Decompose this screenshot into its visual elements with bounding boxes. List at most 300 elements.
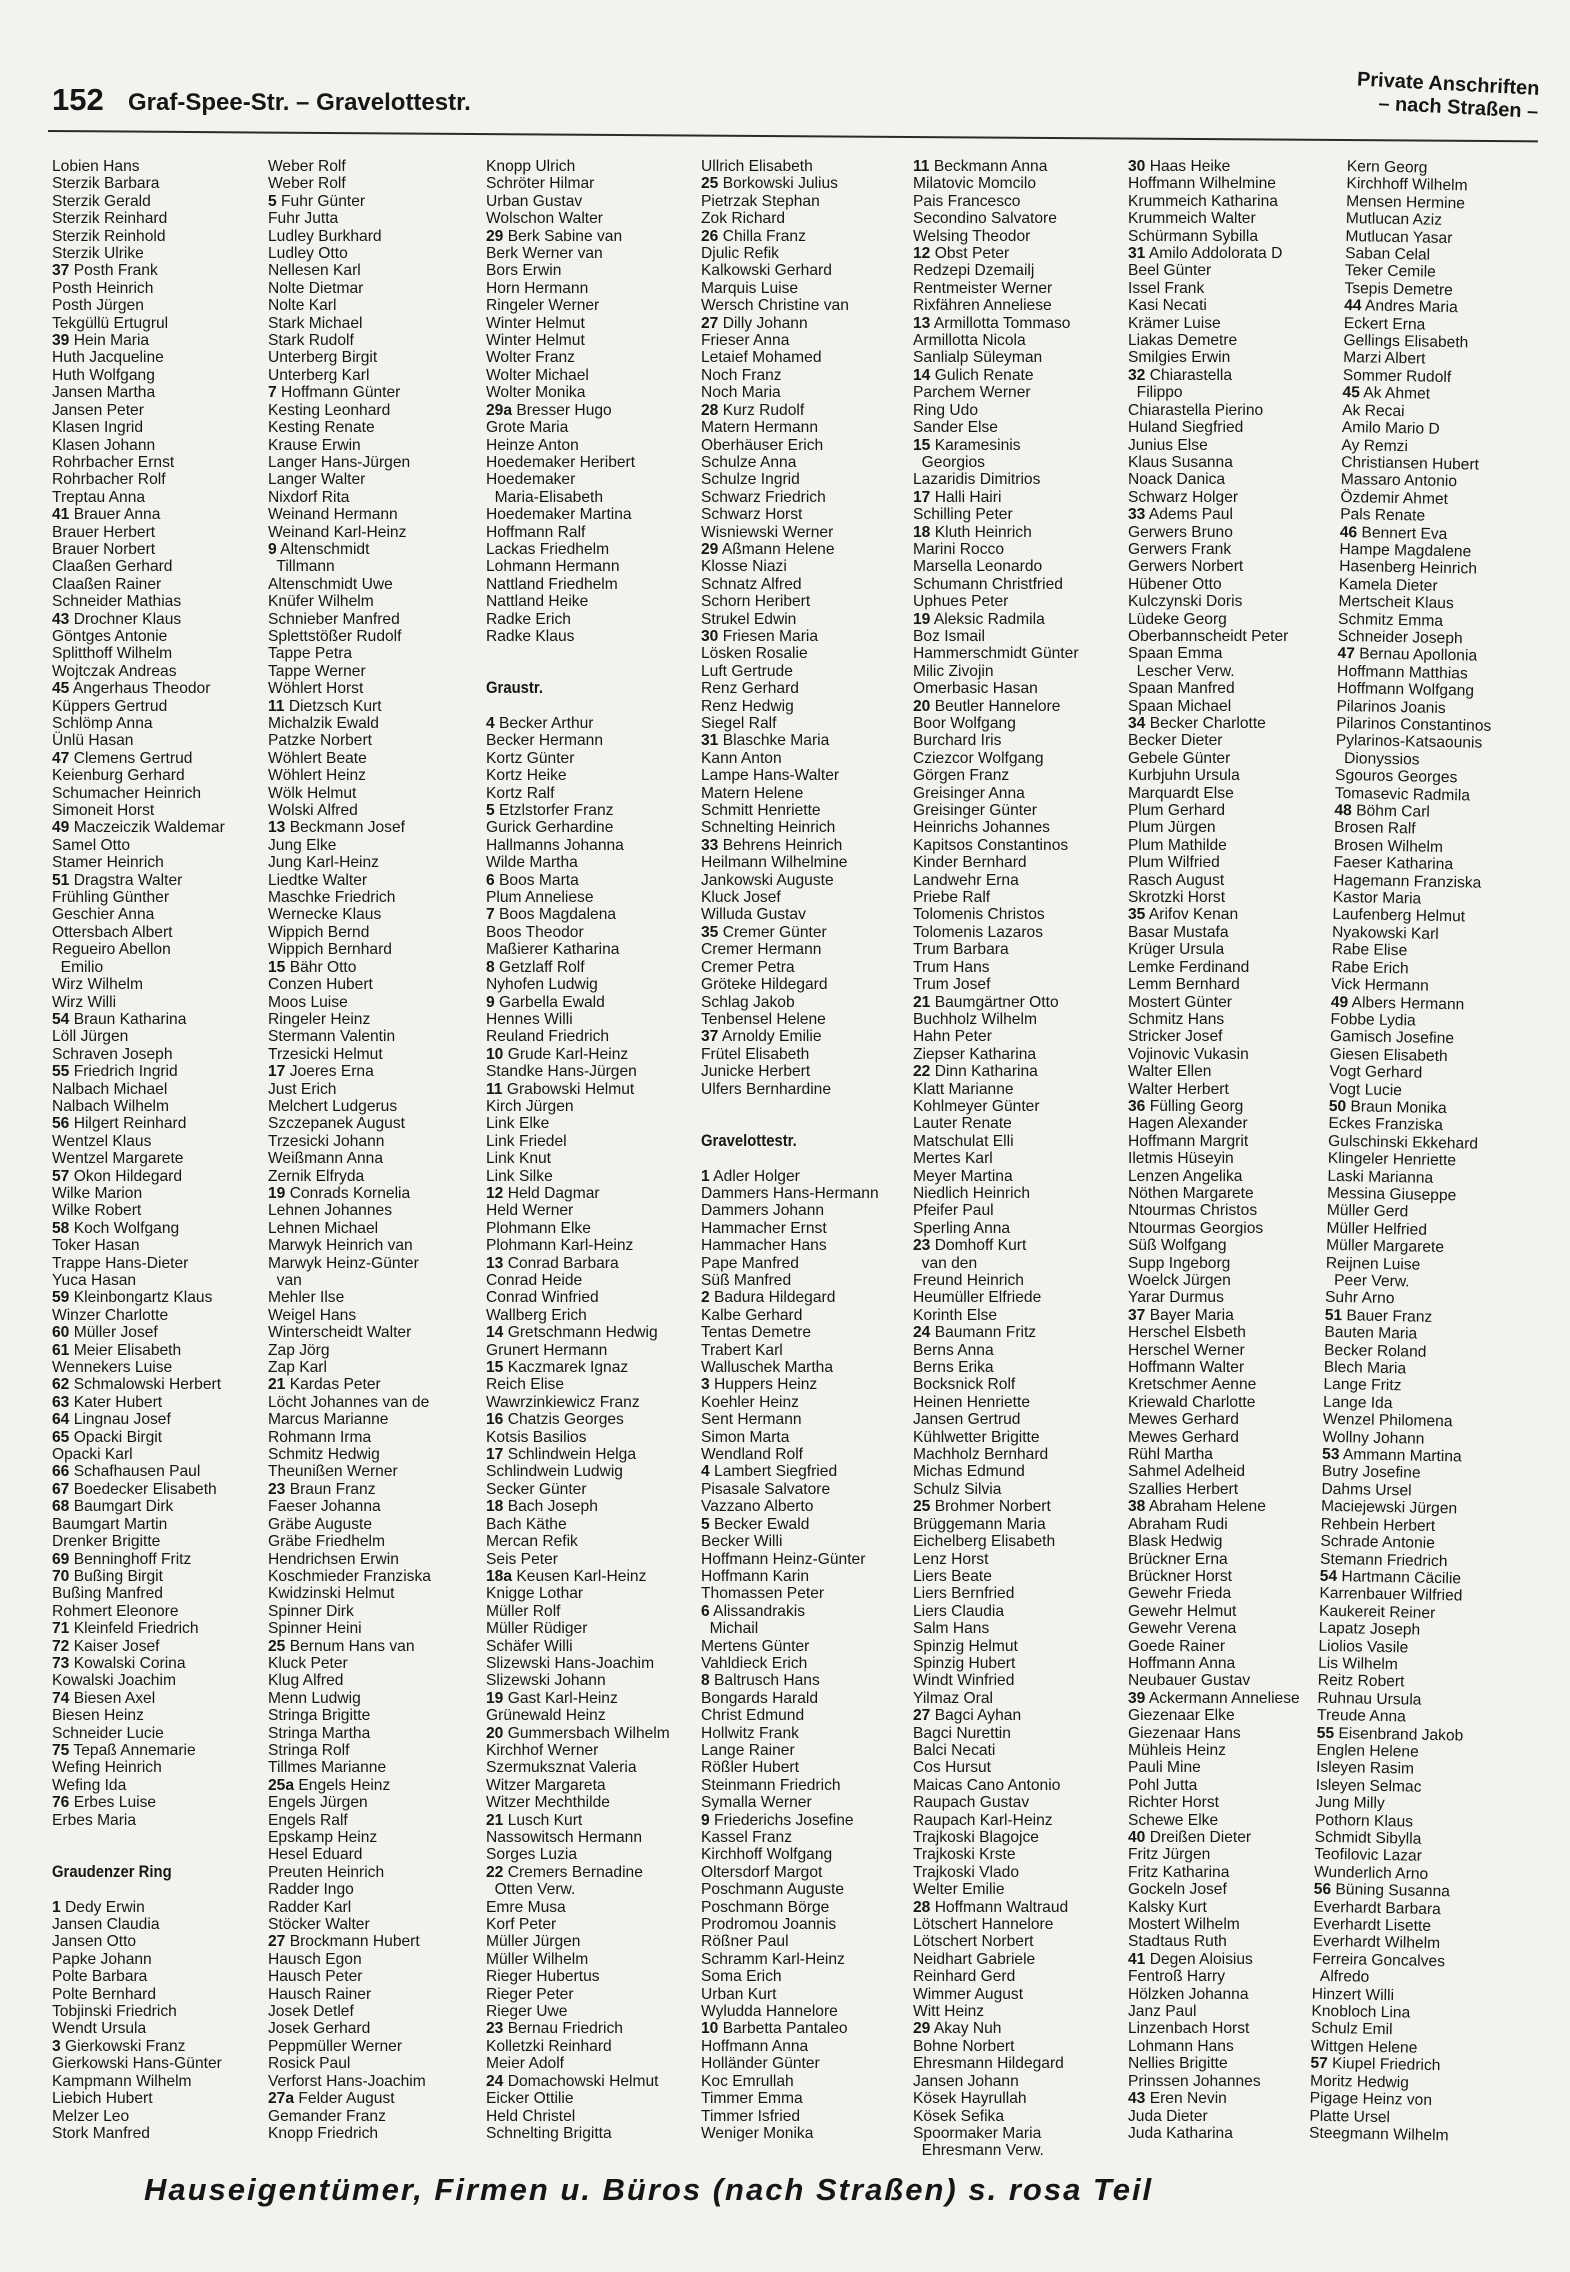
resident-name: Benninghoff Fritz (73, 1550, 192, 1568)
resident-entry (913, 1255, 1123, 1272)
resident-name: Hammacher Hans (701, 1237, 827, 1255)
house-number: 48 (1334, 801, 1352, 820)
resident-name: Michalzik Ewald (268, 715, 379, 732)
resident-name: Huth Jacqueline (52, 349, 164, 367)
resident-entry (268, 1812, 478, 1829)
resident-entry (1128, 1324, 1338, 1341)
resident-entry (52, 2020, 262, 2037)
resident-name: Schrade Antonie (1320, 1532, 1436, 1553)
house-number: 29 (701, 540, 719, 558)
resident-name: Bohne Norbert (913, 2037, 1015, 2055)
resident-entry (913, 245, 1123, 262)
resident-entry (701, 262, 911, 279)
resident-entry (701, 1881, 911, 1898)
resident-name: Kohlmeyer Günter (913, 1097, 1040, 1115)
resident-entry (913, 1324, 1123, 1341)
resident-name: Dragstra Walter (73, 871, 183, 889)
resident-entry (1128, 1672, 1338, 1689)
resident-entry (1128, 1255, 1338, 1272)
resident-entry (1128, 959, 1338, 976)
resident-entry (1128, 1028, 1338, 1045)
house-number: 8 (701, 1672, 710, 1690)
resident-name: Noch Franz (701, 366, 782, 384)
resident-entry (486, 1098, 696, 1115)
resident-entry (913, 524, 1123, 541)
resident-name: Lohmann Hans (1128, 2037, 1234, 2055)
resident-name: Boor Wolfgang (913, 715, 1016, 732)
resident-name: Kalbe Gerhard (701, 1306, 803, 1324)
resident-name: Marini Rocco (913, 540, 1004, 558)
resident-name: Jansen Peter (52, 401, 144, 419)
resident-name: Yilmaz Oral (913, 1689, 994, 1707)
house-number: 49 (52, 819, 70, 837)
resident-name: Pais Francesco (913, 192, 1021, 210)
resident-name: Wunderlich Arno (1313, 1863, 1429, 1883)
resident-entry (486, 994, 696, 1011)
resident-entry (701, 802, 911, 819)
resident-entry (701, 402, 911, 419)
resident-name: Hölzken Johanna (1128, 1985, 1249, 2003)
resident-name: Badura Hildegard (714, 1289, 836, 1307)
resident-entry (486, 889, 696, 906)
resident-name: Bauten Maria (1324, 1324, 1418, 1343)
resident-name: Oberbannscheidt Peter (1128, 627, 1289, 645)
resident-entry (268, 837, 478, 854)
resident-entry (486, 1081, 696, 1098)
resident-name: Saban Celal (1345, 245, 1431, 264)
resident-name: Fentroß Harry (1128, 1968, 1226, 1986)
resident-entry (1128, 576, 1338, 593)
resident-entry (1128, 280, 1338, 297)
resident-entry (913, 924, 1123, 941)
house-number: 17 (913, 488, 931, 506)
resident-entry (52, 767, 262, 784)
resident-name: Schneider Lucie (52, 1724, 164, 1742)
resident-entry (1128, 1133, 1338, 1150)
resident-name: Felder August (298, 2090, 395, 2108)
resident-entry (701, 280, 911, 297)
resident-name: Domhoff Kurt (934, 1237, 1027, 1255)
resident-name: Schlindwein Ludwig (486, 1463, 623, 1481)
resident-name: Beutler Hannelore (934, 697, 1061, 715)
resident-entry (701, 1551, 911, 1568)
resident-entry (701, 471, 911, 488)
resident-entry (486, 158, 696, 175)
resident-name: Mutlucan Yasar (1345, 227, 1453, 247)
resident-name: Heumüller Elfriede (913, 1289, 1042, 1307)
resident-name: Horn Hermann (486, 279, 589, 297)
resident-entry (486, 2125, 696, 2142)
resident-entry (913, 541, 1123, 558)
house-number: 19 (913, 610, 931, 628)
resident-name: Wallberg Erich (486, 1306, 587, 1324)
resident-entry (52, 437, 262, 454)
resident-name: Freund Heinrich (913, 1272, 1024, 1289)
resident-name: Hoffmann Günter (281, 384, 401, 402)
resident-name: Liers Bernfried (913, 1585, 1015, 1603)
resident-name: Nellesen Karl (268, 262, 361, 280)
resident-name: Brosen Wilhelm (1333, 836, 1444, 856)
resident-entry (268, 1168, 478, 1185)
resident-name: Sander Else (913, 419, 998, 437)
resident-name: Stamer Heinrich (52, 854, 164, 872)
resident-name: Sterzik Reinhard (52, 210, 168, 228)
resident-name: Nyhofen Ludwig (486, 976, 598, 994)
resident-name: Ammann Martina (1342, 1446, 1462, 1466)
resident-entry (268, 2090, 478, 2107)
resident-name: Raupach Karl-Heinz (913, 1811, 1053, 1829)
resident-name: Gurick Gerhardine (486, 819, 614, 837)
header-rule (48, 130, 1538, 142)
resident-entry (486, 1446, 696, 1463)
resident-name: Josek Detlef (268, 2003, 354, 2021)
resident-name: Andres Maria (1364, 297, 1458, 317)
resident-name: Kretschmer Aenne (1128, 1376, 1257, 1394)
house-number: 39 (1128, 1689, 1146, 1707)
resident-entry (268, 245, 478, 262)
resident-name: Noack Danica (1128, 471, 1226, 489)
resident-name: Haas Heike (1149, 158, 1231, 175)
resident-name: Filippo (1128, 384, 1183, 402)
resident-name: Gierkowski Franz (65, 2037, 186, 2055)
resident-name: Schwarz Friedrich (701, 488, 826, 506)
resident-name: Michail (701, 1620, 759, 1638)
house-number: 57 (1310, 2054, 1328, 2073)
resident-entry (486, 1777, 696, 1794)
resident-name: Hoffmann Karin (701, 1567, 810, 1585)
house-number: 14 (486, 1324, 504, 1342)
resident-entry (913, 906, 1123, 923)
resident-name: Richter Horst (1128, 1794, 1219, 1812)
resident-name: Kaukereit Reiner (1318, 1602, 1436, 1622)
resident-name: Kaczmarek Ignaz (507, 1359, 629, 1377)
resident-entry (701, 1690, 911, 1707)
resident-name: Salm Hans (913, 1620, 990, 1638)
house-number: 24 (913, 1324, 931, 1342)
resident-entry (913, 802, 1123, 819)
resident-entry (268, 1220, 478, 1237)
resident-name: Held Dagmar (507, 1184, 600, 1202)
resident-name: Zap Jörg (268, 1341, 330, 1359)
resident-name: Erbes Luise (73, 1794, 157, 1812)
resident-name: Degen Aloisius (1149, 1950, 1253, 1968)
resident-entry (268, 1551, 478, 1568)
house-number: 27 (913, 1707, 931, 1725)
resident-entry (913, 2108, 1123, 2125)
resident-name: Braun Katharina (73, 1010, 187, 1028)
resident-name: Gellings Elisabeth (1343, 332, 1469, 352)
resident-name: Beckmann Anna (933, 158, 1048, 175)
resident-name: Krämer Luise (1128, 314, 1221, 332)
resident-name: Kirchhoff Wolfgang (701, 1846, 833, 1864)
resident-name: Hoffmann Waltraud (934, 1898, 1069, 1916)
resident-name: Büning Susanna (1335, 1881, 1451, 1901)
resident-name: Sommer Rudolf (1342, 366, 1452, 386)
resident-entry (701, 1498, 911, 1515)
resident-entry (52, 611, 262, 628)
resident-name: Hasenberg Heinrich (1338, 558, 1478, 578)
resident-entry (52, 732, 262, 749)
resident-entry (52, 1359, 262, 1376)
resident-name: Poschmann Auguste (701, 1881, 845, 1899)
resident-name: Gewehr Verena (1128, 1620, 1237, 1638)
house-number: 10 (486, 1045, 504, 1063)
resident-name: Kotsis Basilios (486, 1428, 587, 1446)
resident-name: Wersch Christine van (701, 297, 849, 315)
resident-entry (486, 1063, 696, 1080)
resident-entry (268, 1098, 478, 1115)
house-number: 67 (52, 1480, 70, 1498)
house-number: 5 (701, 1515, 710, 1533)
resident-name: Lötschert Norbert (913, 1933, 1034, 1951)
resident-entry (486, 1655, 696, 1672)
resident-entry (1128, 2020, 1338, 2037)
resident-entry (1128, 680, 1338, 697)
resident-name: Radder Ingo (268, 1881, 354, 1899)
resident-entry (1128, 1846, 1338, 1863)
resident-name: Brauer Norbert (52, 540, 156, 558)
resident-name: Tillmes Marianne (268, 1759, 387, 1777)
resident-entry (913, 680, 1123, 697)
resident-entry (52, 819, 262, 836)
resident-entry (913, 2142, 1123, 2159)
resident-entry (1128, 1725, 1338, 1742)
resident-entry (52, 1063, 262, 1080)
resident-name: Müller Rüdiger (486, 1620, 588, 1638)
resident-entry (1128, 2038, 1338, 2055)
resident-entry (52, 454, 262, 471)
resident-entry (486, 732, 696, 749)
resident-entry (486, 1237, 696, 1254)
resident-entry (268, 524, 478, 541)
resident-name: Hausch Egon (268, 1950, 362, 1968)
resident-name: Melchert Ludgerus (268, 1097, 398, 1115)
resident-name: Knobloch Lina (1311, 2002, 1411, 2022)
resident-name: Witzer Mechthilde (486, 1794, 610, 1812)
resident-name: Aleksic Radmila (933, 610, 1045, 628)
resident-name: Liers Beate (913, 1567, 992, 1585)
resident-entry (52, 2125, 262, 2142)
resident-entry (268, 280, 478, 297)
resident-entry (268, 1846, 478, 1863)
house-number: 11 (486, 1080, 503, 1098)
resident-name: Trajkoski Krste (913, 1846, 1016, 1864)
house-number: 20 (913, 697, 931, 715)
resident-entry (486, 1829, 696, 1846)
resident-entry (913, 2125, 1123, 2142)
resident-name: Maicas Cano Antonio (913, 1776, 1061, 1794)
resident-name: Hammerschmidt Günter (913, 645, 1079, 663)
resident-name: Hagen Alexander (1128, 1115, 1248, 1133)
resident-entry (52, 1707, 262, 1724)
section-heading (1308, 66, 1540, 124)
resident-entry (486, 1481, 696, 1498)
page-number: 152 (52, 82, 104, 117)
resident-name: Meier Adolf (486, 2055, 565, 2073)
resident-entry (486, 1046, 696, 1063)
resident-entry (1128, 1272, 1338, 1289)
resident-entry (268, 158, 478, 175)
resident-entry (268, 1046, 478, 1063)
resident-name: Hübener Otto (1128, 575, 1222, 593)
resident-name: Bähr Otto (289, 958, 357, 976)
resident-entry (1128, 1899, 1338, 1916)
resident-name: Marwyk Heinz-Günter (268, 1254, 419, 1272)
resident-name: Christiansen Hubert (1340, 453, 1480, 474)
resident-entry (1128, 297, 1338, 314)
resident-name: Etzlstorfer Franz (499, 802, 614, 820)
resident-name: Stringa Brigitte (268, 1707, 371, 1725)
resident-name: Lohmann Hermann (486, 558, 620, 576)
resident-name: Kortz Günter (486, 749, 575, 767)
resident-name: Spaan Manfred (1128, 680, 1235, 698)
resident-entry (701, 437, 911, 454)
resident-name: Ludley Otto (268, 245, 348, 263)
resident-name: Ring Udo (913, 401, 979, 419)
resident-name: Pape Manfred (701, 1254, 799, 1272)
resident-entry (1128, 1481, 1338, 1498)
resident-name: Spinzig Helmut (913, 1637, 1018, 1655)
resident-name: Goede Rainer (1128, 1637, 1226, 1655)
resident-entry (268, 1342, 478, 1359)
resident-name: Schumann Christfried (913, 575, 1063, 593)
resident-entry (268, 1864, 478, 1881)
resident-name: Joeres Erna (289, 1063, 374, 1081)
resident-entry (486, 1846, 696, 1863)
resident-name: Eicker Ottilie (486, 2090, 574, 2108)
resident-name: Stermann Valentin (268, 1028, 396, 1046)
resident-entry (52, 1986, 262, 2003)
resident-name: Lis Wilhelm (1317, 1654, 1398, 1674)
resident-entry (268, 210, 478, 227)
resident-name: Lusch Kurt (507, 1811, 583, 1829)
resident-entry (486, 402, 696, 419)
resident-entry (268, 454, 478, 471)
resident-entry (486, 489, 696, 506)
house-number: 9 (701, 1811, 710, 1829)
house-number: 5 (486, 802, 495, 820)
resident-entry (1128, 1812, 1338, 1829)
resident-name: Sterzik Barbara (52, 175, 160, 193)
resident-name: Stark Michael (268, 314, 363, 332)
house-number: 7 (268, 384, 277, 402)
resident-name: Liolios Vasile (1318, 1637, 1409, 1656)
resident-name: Gerwers Frank (1128, 540, 1232, 558)
resident-entry (52, 1585, 262, 1602)
resident-name: Sterzik Reinhold (52, 227, 166, 245)
resident-name: Becker Dieter (1128, 732, 1223, 750)
resident-entry (701, 889, 911, 906)
house-number: 23 (486, 2020, 504, 2038)
house-number: 17 (486, 1446, 504, 1464)
house-number: 30 (701, 627, 719, 645)
resident-entry (913, 1568, 1123, 1585)
resident-entry (913, 628, 1123, 645)
resident-entry (701, 193, 911, 210)
resident-name: Schilling Peter (913, 506, 1013, 524)
resident-name: Toker Hasan (52, 1237, 140, 1255)
resident-entry (268, 854, 478, 871)
resident-entry (1128, 2055, 1338, 2072)
resident-name: Rosick Paul (268, 2055, 351, 2073)
resident-name: Dionyssios (1335, 749, 1420, 769)
resident-entry (486, 1707, 696, 1724)
resident-name: Laski Marianna (1327, 1167, 1434, 1187)
resident-name: Lehnen Johannes (268, 1202, 392, 1220)
resident-entry (913, 1289, 1123, 1306)
resident-name: Renz Gerhard (701, 680, 799, 698)
resident-entry (268, 175, 478, 192)
resident-entry (1128, 1359, 1338, 1376)
resident-entry (1128, 1951, 1338, 1968)
resident-name: Butry Josefine (1321, 1463, 1421, 1483)
resident-entry (1128, 785, 1338, 802)
resident-name: Becker Willi (701, 1533, 783, 1551)
resident-entry (701, 297, 911, 314)
resident-name: Müller Wilhelm (486, 1950, 589, 1968)
resident-entry (1128, 2125, 1338, 2142)
resident-name: Moos Luise (268, 993, 348, 1011)
resident-entry (701, 2125, 911, 2142)
resident-entry (913, 210, 1123, 227)
resident-name: Bagci Ayhan (934, 1707, 1022, 1725)
resident-name: Wollny Johann (1322, 1428, 1425, 1448)
spacer (486, 698, 696, 715)
resident-entry (1128, 367, 1338, 384)
resident-entry (913, 1794, 1123, 1811)
resident-name: Fuhr Jutta (268, 210, 339, 228)
resident-entry (701, 2038, 911, 2055)
resident-name: Kassel Franz (701, 1829, 792, 1846)
resident-entry (268, 819, 478, 836)
house-number: 35 (701, 923, 719, 941)
resident-entry (52, 1899, 262, 1916)
house-number: 9 (486, 993, 495, 1011)
resident-name: Lüdeke Georg (1128, 610, 1227, 628)
house-number: 3 (52, 2037, 61, 2055)
resident-name: Wernecke Klaus (268, 906, 382, 924)
resident-entry (52, 889, 262, 906)
resident-entry (701, 1342, 911, 1359)
resident-name: Beckmann Josef (289, 819, 405, 837)
resident-entry (913, 1551, 1123, 1568)
resident-name: Gulich Renate (934, 366, 1034, 384)
resident-name: Lenzen Angelika (1128, 1167, 1243, 1185)
resident-name: Ntourmas Georgios (1128, 1219, 1264, 1237)
resident-entry (486, 750, 696, 767)
resident-entry (52, 1411, 262, 1428)
resident-name: Getzlaff Rolf (499, 958, 585, 976)
resident-entry (701, 645, 911, 662)
resident-name: Krüger Ursula (1128, 941, 1225, 959)
resident-name: Wojtczak Andreas (52, 662, 177, 680)
resident-entry (701, 1359, 911, 1376)
resident-entry (913, 175, 1123, 192)
resident-name: Krummeich Walter (1128, 210, 1256, 228)
resident-entry (52, 924, 262, 941)
resident-name: Dahms Ursel (1321, 1480, 1412, 1500)
resident-name: Witzer Margareta (486, 1776, 606, 1794)
resident-entry (913, 1516, 1123, 1533)
resident-name: Tentas Demetre (701, 1324, 812, 1342)
resident-name: Wöhlert Horst (268, 680, 364, 698)
resident-entry (52, 1812, 262, 1829)
resident-name: Laufenberg Helmut (1332, 906, 1466, 926)
resident-name: Schraven Joseph (52, 1045, 173, 1063)
resident-name: Gulschinski Ekkehard (1327, 1132, 1479, 1153)
resident-name: Vogt Lucie (1328, 1080, 1403, 1099)
resident-entry (268, 1794, 478, 1811)
